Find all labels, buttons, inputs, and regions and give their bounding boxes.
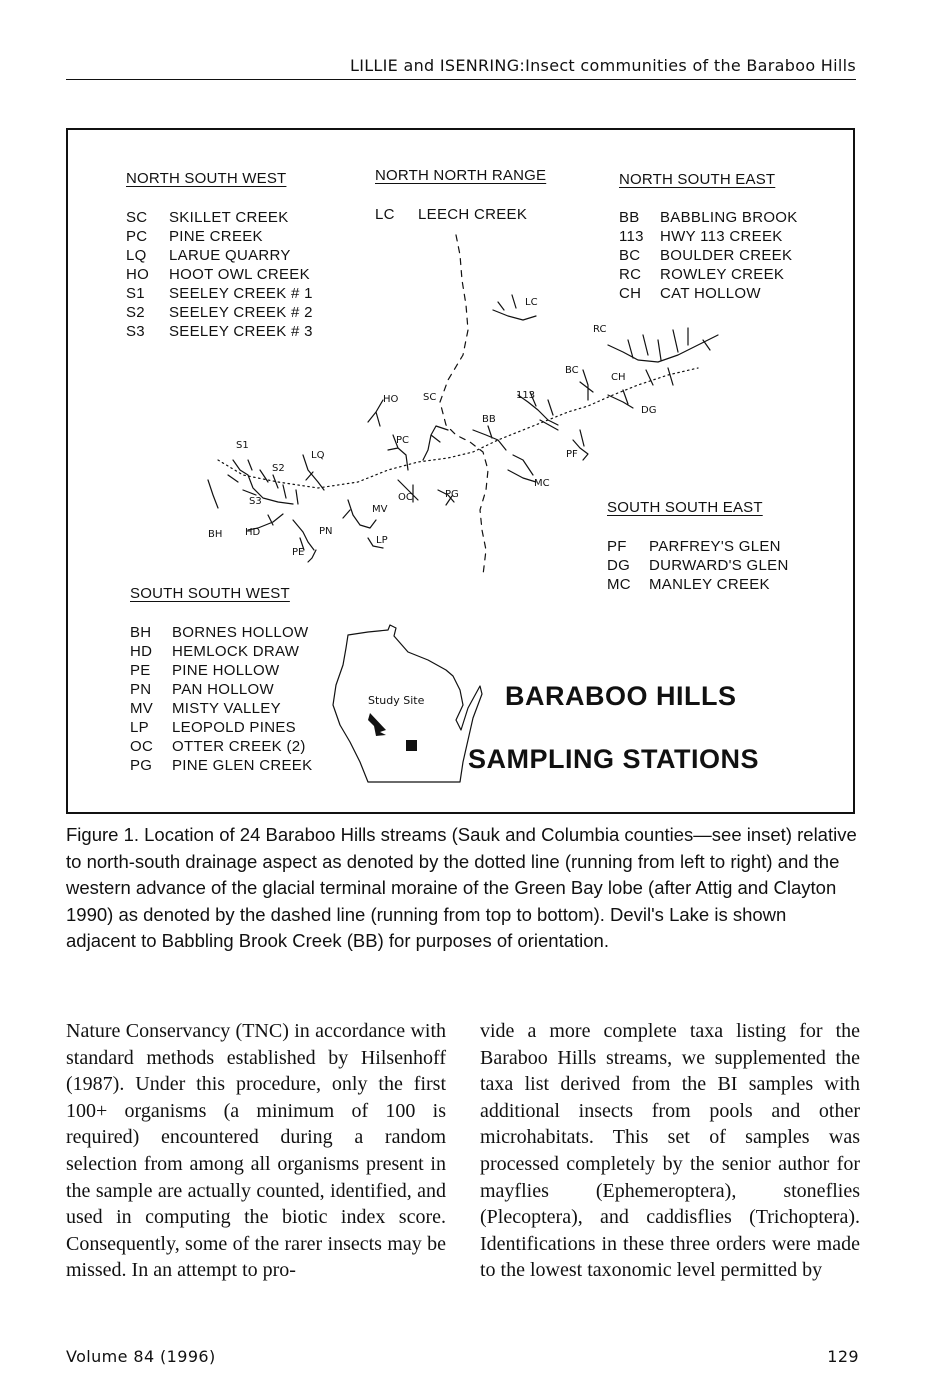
map-label-oc: OC	[398, 492, 413, 503]
map-label-ho: HO	[383, 394, 399, 405]
map-label-s1: S1	[236, 440, 249, 451]
legend-item	[130, 661, 312, 680]
group-title-north-north-range: NORTH NORTH RANGE	[375, 167, 547, 184]
station-code: BB	[619, 209, 640, 226]
station-name: LARUE QUARRY	[169, 247, 291, 264]
station-name: SEELEY CREEK # 1	[169, 285, 313, 302]
station-code: RC	[619, 266, 642, 283]
station-name: HEMLOCK DRAW	[172, 643, 300, 660]
stream-bc	[580, 370, 593, 400]
stream-bh-hd	[208, 480, 283, 530]
station-name: ROWLEY CREEK	[660, 266, 785, 283]
station-code: PG	[130, 757, 153, 774]
legend-item	[126, 303, 313, 322]
figure-caption: Figure 1. Location of 24 Baraboo Hills streams (Sauk and Columbia counties—see inset) relative to north-south drainage aspect as denoted by the dotted line (running from left to right) and the western advance of the glacial terminal moraine of the Green Bay lobe (after Attig and Clayton 1990) as denoted by the dashed line (running from top to bottom). Devil's Lake is shown adjacent to Babbling Brook Creek (BB) for purposes of orientation.	[66, 824, 857, 951]
station-name: MISTY VALLEY	[172, 700, 281, 717]
legend-item	[607, 537, 789, 556]
map-label-mv: MV	[372, 504, 388, 515]
inset-study-site-label: Study Site	[368, 694, 425, 707]
station-name: OTTER CREEK (2)	[172, 738, 306, 755]
map-label-bb: BB	[482, 414, 496, 425]
map-label-bc: BC	[565, 365, 579, 376]
station-code: LQ	[126, 247, 147, 264]
legend-item	[126, 246, 313, 265]
group-title-north-south-east: NORTH SOUTH EAST	[619, 171, 776, 188]
map-label-s3: S3	[249, 496, 262, 507]
map-label-pg: PG	[445, 489, 459, 500]
map-label-mc: MC	[534, 478, 550, 489]
running-head: LILLIE and ISENRING:Insect communities of the Baraboo Hills	[349, 56, 856, 75]
map-label-pf: PF	[566, 449, 578, 460]
map-label-hd: HD	[245, 527, 261, 538]
station-code: PN	[130, 681, 152, 698]
legend-item	[619, 208, 798, 227]
station-code: HD	[130, 643, 153, 660]
legend-item	[619, 265, 798, 284]
legend-item	[619, 227, 798, 246]
page-number: 129	[827, 1347, 859, 1366]
station-name: SEELEY CREEK # 3	[169, 323, 313, 340]
legend-item	[130, 737, 312, 756]
stream-sc-pc	[388, 426, 448, 470]
station-code: LC	[375, 206, 395, 223]
legend-item	[130, 623, 312, 642]
legend-item	[130, 699, 312, 718]
station-code: LP	[130, 719, 149, 736]
legend-north-north-range	[375, 205, 527, 224]
body-column-right: vide a more complete taxa listing for the Baraboo Hills streams, we supplemented the taxa list derived from the BI samples with additional insects from pools and other microhabitats. This set of samples was processed completely by the senior author for mayflies (Ephemeroptera), stoneflies (Plecoptera), and caddisflies (Trichoptera). Identifications in these three orders were made to the lowest taxonomic level permitted by	[480, 1020, 860, 1282]
map-label-sc: SC	[423, 392, 437, 403]
drainage-dotted-line	[218, 368, 698, 488]
station-code: MV	[130, 700, 154, 717]
legend-south-south-east	[607, 537, 789, 594]
stream-ho	[368, 400, 383, 426]
station-name: PINE HOLLOW	[172, 662, 280, 679]
station-name: LEECH CREEK	[418, 206, 528, 223]
station-code: PC	[126, 228, 148, 245]
legend-item	[607, 575, 789, 594]
study-site-arrow	[368, 713, 386, 736]
map-label-pc: PC	[396, 435, 410, 446]
station-name: PARFREY'S GLEN	[649, 538, 781, 555]
legend-item	[130, 680, 312, 699]
station-name: PAN HOLLOW	[172, 681, 274, 698]
station-name: SEELEY CREEK # 2	[169, 304, 313, 321]
stream-bb	[473, 426, 506, 450]
figure-1	[66, 128, 855, 814]
station-name: CAT HOLLOW	[660, 285, 761, 302]
station-name: MANLEY CREEK	[649, 576, 770, 593]
station-code: MC	[607, 576, 631, 593]
legend-item	[130, 756, 312, 775]
station-name: BORNES HOLLOW	[172, 624, 309, 641]
station-code: DG	[607, 557, 631, 574]
legend-item	[126, 322, 313, 341]
group-title-north-south-west: NORTH SOUTH WEST	[126, 170, 287, 187]
figure-title-line-1: BARABOO HILLS	[505, 681, 737, 711]
legend-item	[126, 208, 313, 227]
station-code: S1	[126, 285, 145, 302]
legend-item	[126, 284, 313, 303]
station-name: HOOT OWL CREEK	[169, 266, 310, 283]
group-title-south-south-west: SOUTH SOUTH WEST	[130, 585, 290, 602]
legend-item	[375, 205, 527, 224]
station-name: BOULDER CREEK	[660, 247, 793, 264]
legend-item	[126, 265, 313, 284]
station-name: LEOPOLD PINES	[172, 719, 296, 736]
map-label-dg: DG	[641, 405, 657, 416]
legend-item	[619, 284, 798, 303]
station-code: PE	[130, 662, 151, 679]
station-name: HWY 113 CREEK	[660, 228, 783, 245]
map-label-s2: S2	[272, 463, 285, 474]
group-title-south-south-east: SOUTH SOUTH EAST	[607, 499, 763, 516]
footer-volume: Volume 84 (1996)	[66, 1347, 216, 1366]
station-name: SKILLET CREEK	[169, 209, 289, 226]
station-code: 113	[619, 228, 644, 245]
study-site-marker	[406, 740, 417, 751]
moraine-dashed-line	[440, 235, 488, 575]
map-label-lp: LP	[376, 535, 388, 546]
figure-title-line-2: SAMPLING STATIONS	[468, 744, 759, 774]
map-label-lc: LC	[525, 297, 538, 308]
station-name: DURWARD'S GLEN	[649, 557, 789, 574]
station-code: BC	[619, 247, 641, 264]
map-label-bh: BH	[208, 529, 223, 540]
legend-item	[607, 556, 789, 575]
map-label-lq: LQ	[311, 450, 325, 461]
map-label-pe: PE	[292, 547, 305, 558]
station-code: HO	[126, 266, 150, 283]
station-code: OC	[130, 738, 154, 755]
station-name: PINE CREEK	[169, 228, 263, 245]
header-rule	[66, 79, 856, 80]
station-code: SC	[126, 209, 148, 226]
legend-north-south-west	[126, 208, 313, 341]
map-label-ch: CH	[611, 372, 626, 383]
legend-item	[126, 227, 313, 246]
station-code: CH	[619, 285, 642, 302]
body-column-left: Nature Conservancy (TNC) in accordance with standard methods established by Hilsenhoff (1987). Under this procedure, only the first 100+ organisms (a minimum of 100 is required) encountered during a random selection from among all organisms present in the sample are actually counted, identified, and used in computing the biotic index score. Consequently, some of the rarer insects may be missed. In an attempt to pro-	[66, 1020, 446, 1282]
station-name: BABBLING BROOK	[660, 209, 798, 226]
legend-item	[130, 642, 312, 661]
station-name: PINE GLEN CREEK	[172, 757, 313, 774]
legend-north-south-east	[619, 208, 798, 303]
stream-dg	[608, 390, 633, 408]
legend-item	[130, 718, 312, 737]
station-code: S3	[126, 323, 145, 340]
legend-item	[619, 246, 798, 265]
station-code: PF	[607, 538, 627, 555]
station-code: BH	[130, 624, 152, 641]
map-label-rc: RC	[593, 324, 607, 335]
station-code: S2	[126, 304, 145, 321]
map-label-pn: PN	[319, 526, 333, 537]
stream-s1-s2-s3	[228, 460, 298, 504]
stream-mc	[508, 455, 536, 482]
map-label-113: 113	[516, 390, 536, 401]
legend-south-south-west	[130, 623, 312, 775]
